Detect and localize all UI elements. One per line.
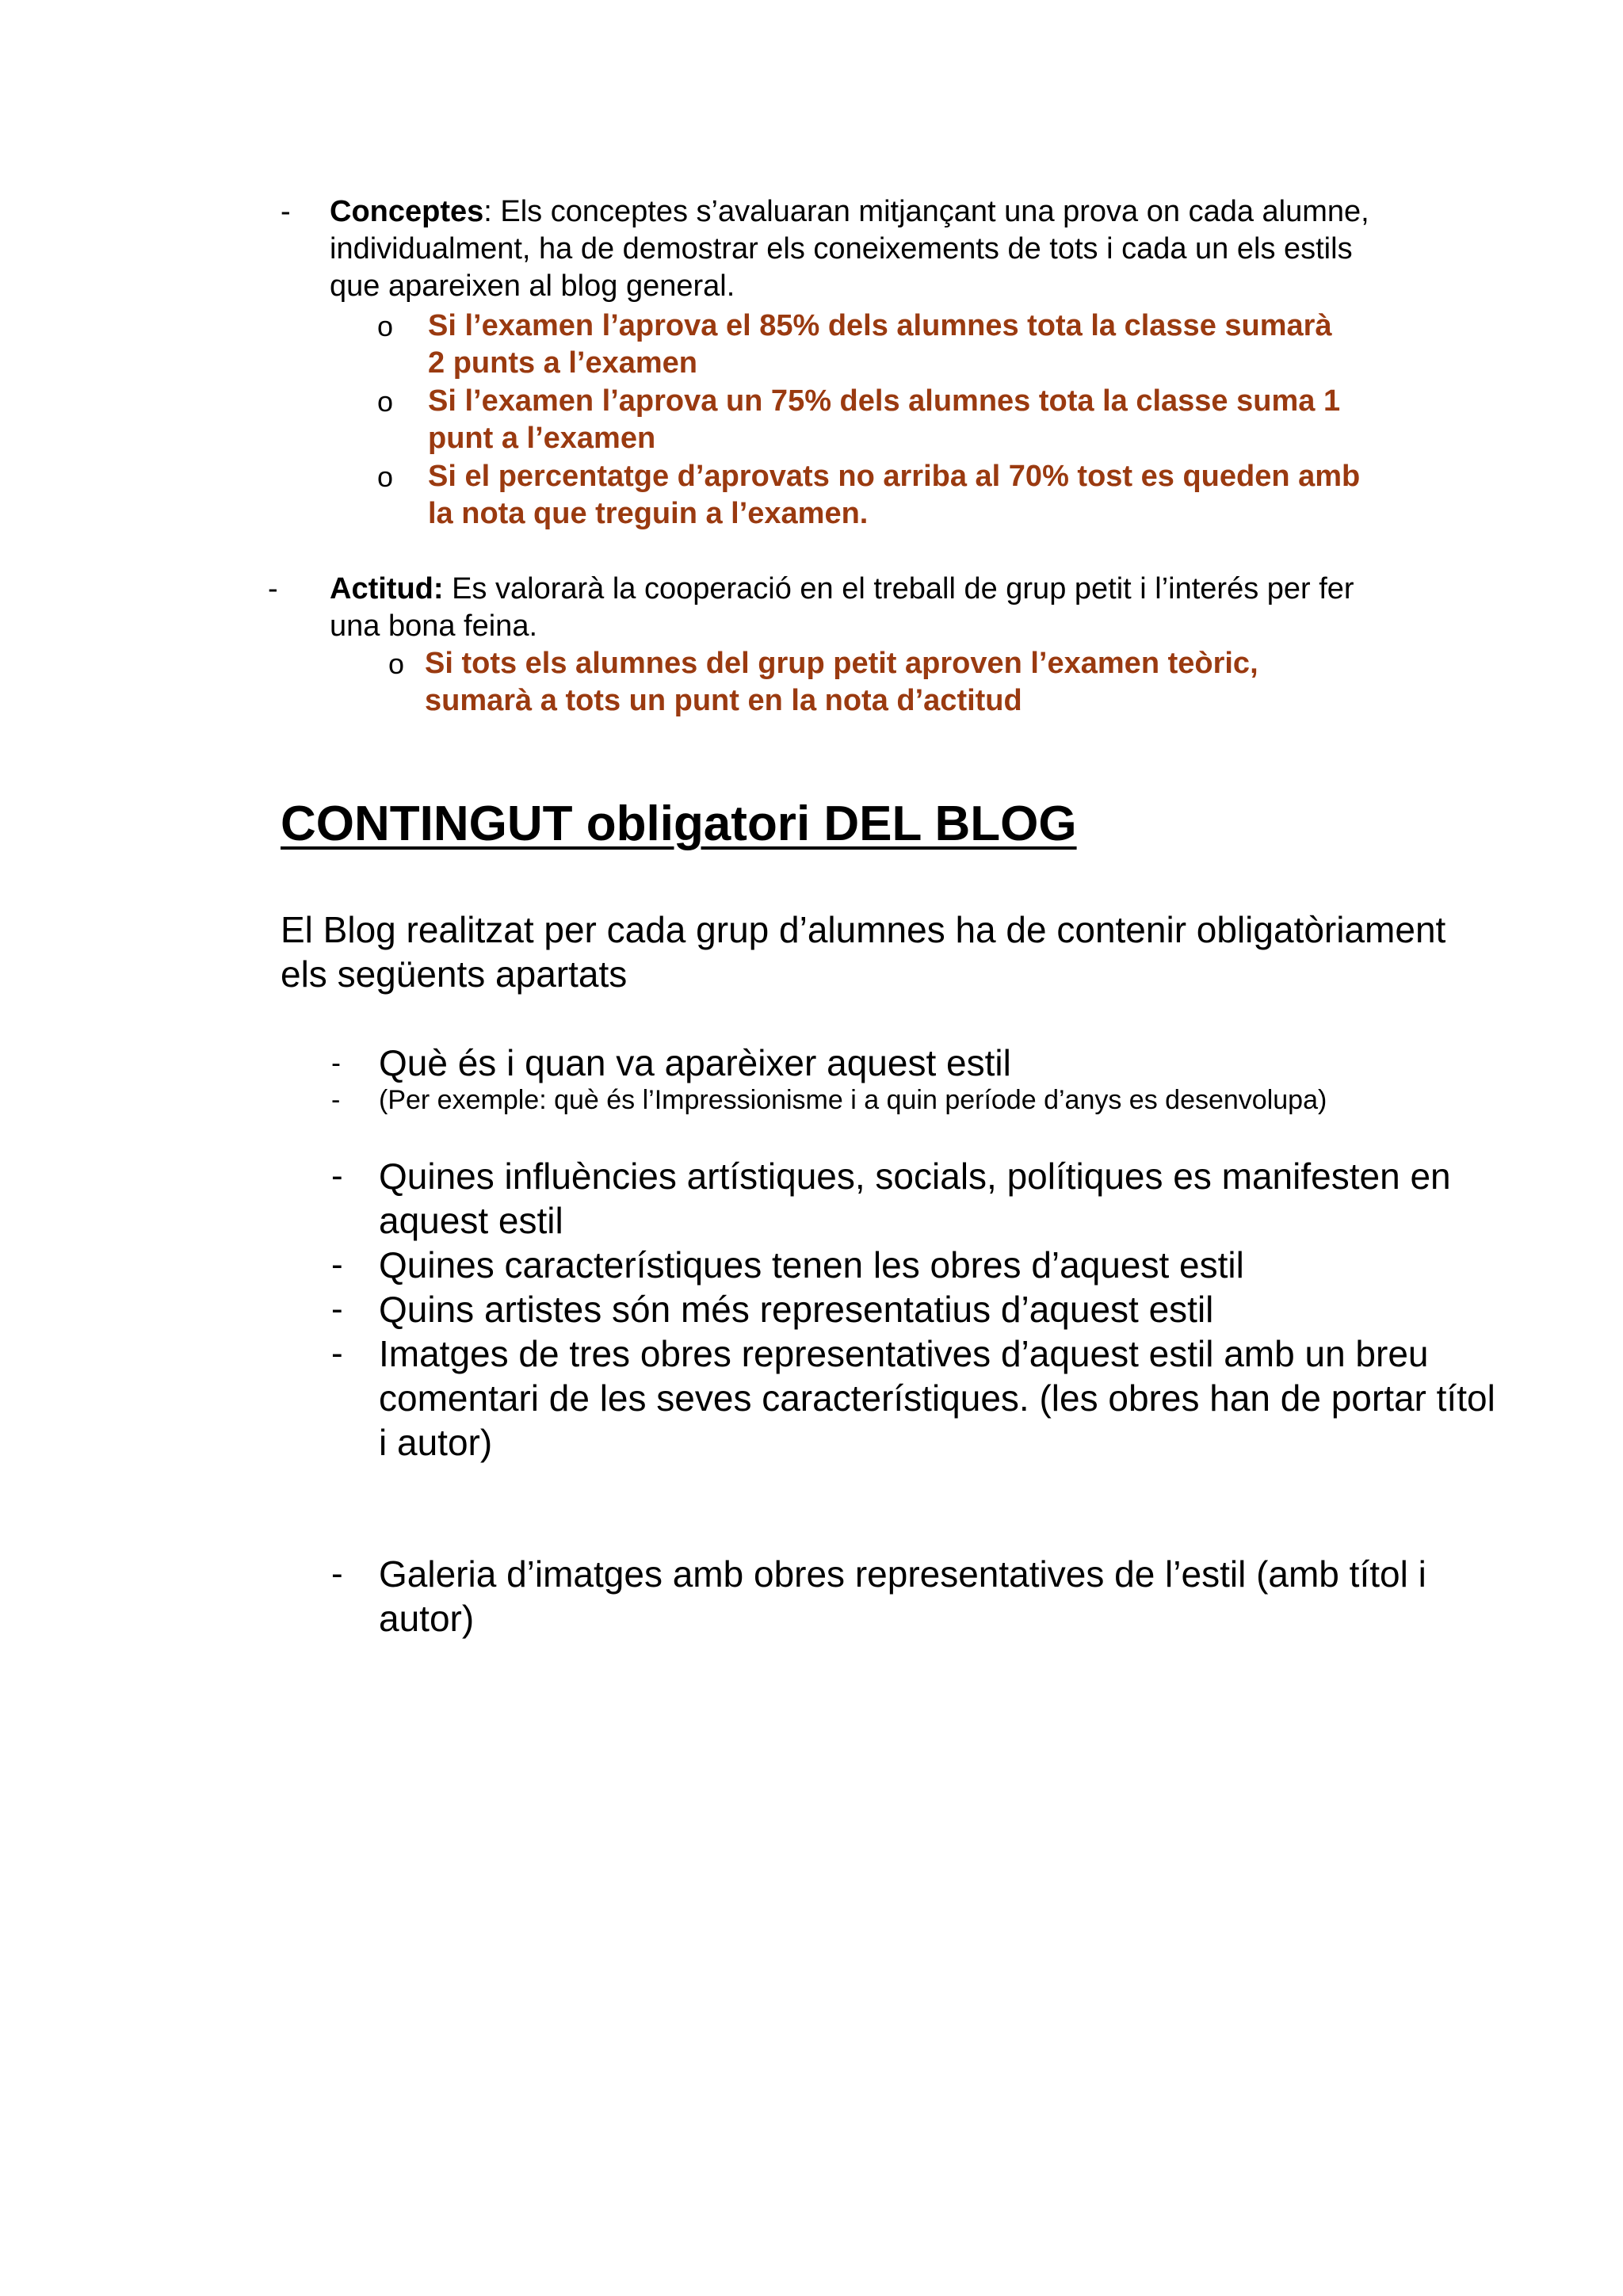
section-heading: CONTINGUT obligatori DEL BLOG (281, 797, 1077, 851)
actitud-bullet-1: Si tots els alumnes del grup petit aproven l’examen teòric, sumarà a tots un punt en la nota d’actitud (425, 647, 1258, 717)
actitud-label: Actitud: (330, 572, 444, 606)
list-item: Quines característiques tenen les obres d’aquest estil (379, 1244, 1244, 1286)
sub-bullet-marker: o (377, 310, 394, 342)
list-dash: - (331, 1046, 341, 1079)
conceptes-bullet-3: Si el percentatge d’aprovats no arriba al 70% tost es queden amb la nota que treguin a l’examen. (428, 460, 1361, 530)
conceptes-label: Conceptes (330, 195, 484, 228)
intro-paragraph: El Blog realitzat per cada grup d’alumnes ha de contenir obligatòriament els següents apartats (281, 909, 1446, 995)
conceptes-bullet-1: Si l’examen l’aprova el 85% dels alumnes tota la classe sumarà 2 punts a l’examen (428, 309, 1332, 380)
conceptes-text: : Els conceptes s’avaluaran mitjançant una prova on cada alumne, individualment, ha de demostrar els coneixements de tots i cada un els estils que apareixen al blog general. (330, 195, 1369, 303)
list-dash: - (331, 1334, 343, 1373)
list-item: (Per exemple: què és l’Impressionisme i a quin període d’anys es desenvolupa) (379, 1085, 1327, 1115)
sub-bullet-marker: o (377, 460, 394, 493)
list-dash: - (331, 1245, 343, 1284)
actitud-text: Es valorarà la cooperació en el treball de grup petit i l’interés per fer una bona feina. (330, 572, 1354, 643)
list-item: Imatges de tres obres representatives d’aquest estil amb un breu comentari de les seves característiques. (les obres han de portar títol i autor) (379, 1333, 1495, 1463)
list-dash: - (331, 1289, 343, 1328)
list-dash: - (331, 1156, 343, 1195)
conceptes-bullet-2: Si l’examen l’aprova un 75% dels alumnes tota la classe suma 1 punt a l’examen (428, 384, 1341, 455)
sub-bullet-marker: o (377, 385, 394, 418)
actitud-paragraph (330, 571, 1407, 645)
list-dash: - (268, 572, 278, 606)
list-item: Què és i quan va aparèixer aquest estil (379, 1042, 1011, 1083)
sub-bullet-marker: o (388, 648, 405, 680)
list-item: Quines influències artístiques, socials, polítiques es manifesten en aquest estil (379, 1156, 1451, 1241)
list-dash: - (281, 195, 291, 228)
conceptes-paragraph (330, 193, 1407, 305)
list-item: Quins artistes són més representatius d’aquest estil (379, 1289, 1214, 1330)
list-item: Galeria d’imatges amb obres representatives de l’estil (amb títol i autor) (379, 1553, 1426, 1639)
list-dash: - (331, 1554, 343, 1593)
list-dash: - (331, 1085, 341, 1115)
